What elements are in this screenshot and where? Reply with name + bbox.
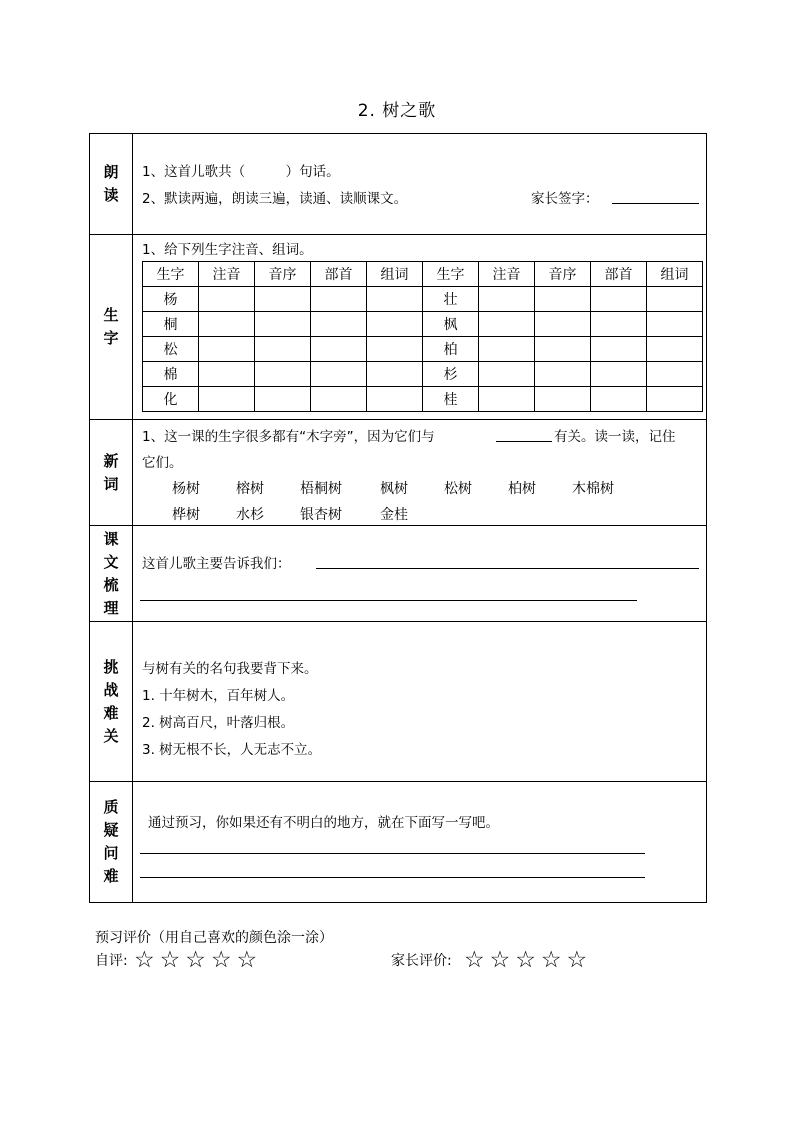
parent-sign-field[interactable] bbox=[612, 203, 699, 204]
answer-cell[interactable] bbox=[367, 312, 423, 337]
sentence-count-question: 1、这首儿歌共（ ）句话。 bbox=[142, 164, 340, 180]
quotes-intro: 与树有关的名句我要背下来。 bbox=[142, 661, 318, 677]
answer-cell[interactable] bbox=[591, 312, 647, 337]
answer-cell[interactable] bbox=[535, 387, 591, 412]
answer-cell[interactable] bbox=[255, 312, 311, 337]
section-shuli bbox=[90, 526, 706, 622]
section-label-langdu: 朗读 bbox=[90, 134, 133, 234]
radical-question-part1: 1、这一课的生字很多都有“木字旁”，因为它们与 bbox=[142, 429, 435, 445]
character-cell: 杨 bbox=[143, 287, 199, 312]
radical-question-line2: 它们。 bbox=[142, 455, 183, 471]
answer-cell[interactable] bbox=[199, 362, 255, 387]
answer-cell[interactable] bbox=[479, 362, 535, 387]
list-item: 松树 bbox=[444, 481, 472, 497]
radical-question-part2: 有关。读一读，记住 bbox=[554, 429, 676, 445]
star-icon[interactable]: ☆ bbox=[515, 947, 541, 973]
answer-cell[interactable] bbox=[479, 387, 535, 412]
answer-cell[interactable] bbox=[535, 362, 591, 387]
table-row bbox=[143, 337, 703, 362]
list-item: 水杉 bbox=[236, 507, 264, 523]
list-item: 2. 树高百尺，叶落归根。 bbox=[142, 715, 295, 731]
character-cell: 棉 bbox=[143, 362, 199, 387]
answer-cell[interactable] bbox=[311, 312, 367, 337]
answer-cell[interactable] bbox=[479, 312, 535, 337]
list-item: 金桂 bbox=[380, 507, 408, 523]
section-langdu bbox=[90, 134, 706, 235]
column-header: 组词 bbox=[367, 262, 423, 287]
list-item: 榕树 bbox=[236, 481, 264, 497]
answer-cell[interactable] bbox=[647, 362, 703, 387]
summary-prompt: 这首儿歌主要告诉我们： bbox=[142, 556, 291, 572]
list-item: 柏树 bbox=[508, 481, 536, 497]
answer-cell[interactable] bbox=[367, 362, 423, 387]
answer-cell[interactable] bbox=[199, 287, 255, 312]
parent-evaluation-label: 家长评价: bbox=[391, 953, 452, 969]
radical-answer-blank[interactable] bbox=[496, 441, 552, 442]
answer-cell[interactable] bbox=[199, 337, 255, 362]
table-row bbox=[143, 387, 703, 412]
answer-cell[interactable] bbox=[311, 387, 367, 412]
star-icon[interactable]: ☆ bbox=[134, 947, 160, 973]
section-label-tiaozhan: 挑战难关 bbox=[90, 622, 133, 781]
answer-cell[interactable] bbox=[479, 337, 535, 362]
column-header: 注音 bbox=[199, 262, 255, 287]
column-header: 生字 bbox=[143, 262, 199, 287]
answer-cell[interactable] bbox=[591, 387, 647, 412]
character-cell: 化 bbox=[143, 387, 199, 412]
list-item: 3. 树无根不长，人无志不立。 bbox=[142, 742, 322, 758]
character-cell: 壮 bbox=[423, 287, 479, 312]
answer-cell[interactable] bbox=[591, 362, 647, 387]
page-title: 2. 树之歌 bbox=[357, 101, 437, 121]
star-icon[interactable]: ☆ bbox=[566, 947, 593, 973]
section-xinci bbox=[90, 420, 706, 526]
answer-cell[interactable] bbox=[367, 337, 423, 362]
section-shengzi bbox=[90, 235, 706, 420]
answer-cell[interactable] bbox=[535, 287, 591, 312]
column-header: 音序 bbox=[535, 262, 591, 287]
section-label-zhiyi: 质疑问难 bbox=[90, 782, 133, 902]
answer-cell[interactable] bbox=[535, 312, 591, 337]
summary-answer-line-2[interactable] bbox=[140, 600, 637, 601]
character-cell: 松 bbox=[143, 337, 199, 362]
question-prompt: 通过预习，你如果还有不明白的地方，就在下面写一写吧。 bbox=[148, 815, 499, 831]
section-label-xinci: 新词 bbox=[90, 420, 133, 525]
character-cell: 枫 bbox=[423, 312, 479, 337]
list-item: 1. 十年树木，百年树人。 bbox=[142, 688, 295, 704]
parent-sign-label: 家长签字： bbox=[531, 191, 599, 207]
answer-cell[interactable] bbox=[255, 287, 311, 312]
table-row bbox=[143, 362, 703, 387]
self-rating-stars[interactable] bbox=[134, 948, 262, 972]
answer-cell[interactable] bbox=[647, 312, 703, 337]
character-instruction: 1、给下列生字注音、组词。 bbox=[142, 242, 313, 258]
table-row bbox=[143, 287, 703, 312]
answer-cell[interactable] bbox=[647, 387, 703, 412]
answer-cell[interactable] bbox=[647, 337, 703, 362]
answer-cell[interactable] bbox=[199, 312, 255, 337]
column-header: 部首 bbox=[591, 262, 647, 287]
list-item: 银杏树 bbox=[300, 507, 342, 523]
star-icon[interactable]: ☆ bbox=[185, 947, 211, 973]
star-icon[interactable]: ☆ bbox=[464, 947, 490, 973]
answer-cell[interactable] bbox=[311, 362, 367, 387]
answer-cell[interactable] bbox=[535, 337, 591, 362]
answer-cell[interactable] bbox=[199, 387, 255, 412]
list-item: 梧桐树 bbox=[300, 481, 342, 497]
question-answer-line-1[interactable] bbox=[140, 853, 645, 854]
evaluation-title: 预习评价（用自己喜欢的颜色涂一涂） bbox=[95, 930, 333, 946]
question-answer-line-2[interactable] bbox=[140, 877, 645, 878]
answer-cell[interactable] bbox=[311, 337, 367, 362]
answer-cell[interactable] bbox=[367, 287, 423, 312]
summary-answer-line-1[interactable] bbox=[316, 568, 699, 569]
star-icon[interactable]: ☆ bbox=[489, 947, 516, 973]
section-zhiyi bbox=[90, 782, 706, 902]
column-header: 部首 bbox=[311, 262, 367, 287]
column-header: 组词 bbox=[647, 262, 703, 287]
column-header: 音序 bbox=[255, 262, 311, 287]
star-icon[interactable]: ☆ bbox=[210, 947, 237, 973]
list-item: 木棉树 bbox=[572, 481, 614, 497]
answer-cell[interactable] bbox=[311, 287, 367, 312]
character-cell: 杉 bbox=[423, 362, 479, 387]
answer-cell[interactable] bbox=[591, 337, 647, 362]
answer-cell[interactable] bbox=[255, 387, 311, 412]
worksheet-table bbox=[89, 133, 707, 903]
character-cell: 桂 bbox=[423, 387, 479, 412]
list-item: 枫树 bbox=[380, 481, 408, 497]
answer-cell[interactable] bbox=[255, 337, 311, 362]
star-icon[interactable]: ☆ bbox=[540, 947, 567, 973]
star-icon[interactable]: ☆ bbox=[159, 947, 186, 973]
self-evaluation-label: 自评: bbox=[95, 953, 128, 969]
list-item: 杨树 bbox=[172, 481, 200, 497]
answer-cell[interactable] bbox=[479, 287, 535, 312]
table-row bbox=[143, 312, 703, 337]
answer-cell[interactable] bbox=[647, 287, 703, 312]
character-cell: 桐 bbox=[143, 312, 199, 337]
parent-rating-stars[interactable] bbox=[464, 948, 592, 972]
character-cell: 柏 bbox=[423, 337, 479, 362]
column-header: 注音 bbox=[479, 262, 535, 287]
character-table bbox=[142, 261, 703, 412]
list-item: 桦树 bbox=[172, 507, 200, 523]
star-icon[interactable]: ☆ bbox=[236, 947, 263, 973]
section-tiaozhan bbox=[90, 622, 706, 782]
character-table-header bbox=[143, 262, 703, 287]
column-header: 生字 bbox=[423, 262, 479, 287]
reading-instruction: 2、默读两遍，朗读三遍，读通、读顺课文。 bbox=[142, 191, 408, 207]
answer-cell[interactable] bbox=[591, 287, 647, 312]
section-label-shuli: 课文梳理 bbox=[90, 526, 133, 621]
answer-cell[interactable] bbox=[367, 387, 423, 412]
answer-cell[interactable] bbox=[255, 362, 311, 387]
section-label-shengzi: 生字 bbox=[90, 235, 133, 419]
